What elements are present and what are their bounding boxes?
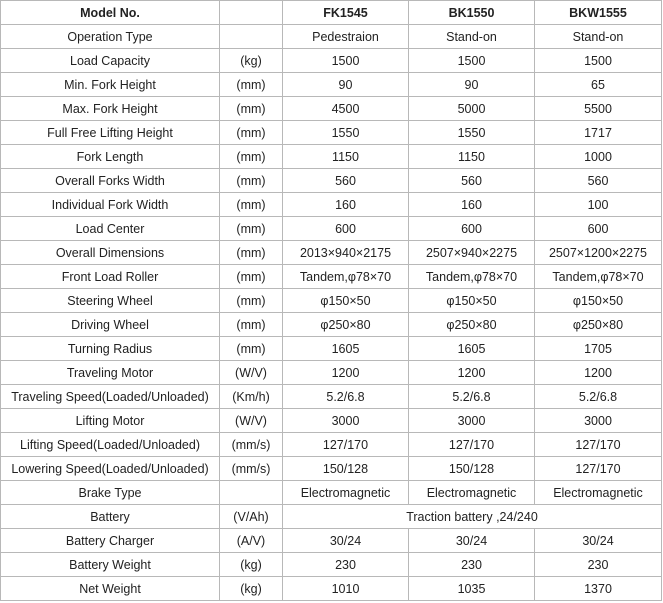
row-value-fk1545: Electromagnetic <box>283 481 409 505</box>
row-value-bk1550: 230 <box>409 553 535 577</box>
table-header-row <box>1 1 662 25</box>
row-value-fk1545: 1605 <box>283 337 409 361</box>
table-row <box>1 385 662 409</box>
header-model-fk1545: FK1545 <box>283 1 409 25</box>
row-unit: (mm) <box>220 97 283 121</box>
row-label: Steering Wheel <box>1 289 220 313</box>
row-value-bkw1555: φ150×50 <box>535 289 662 313</box>
table-row <box>1 217 662 241</box>
row-unit: (mm) <box>220 217 283 241</box>
row-value-bkw1555: Stand-on <box>535 25 662 49</box>
row-value-fk1545: 1200 <box>283 361 409 385</box>
row-value-bk1550: 127/170 <box>409 433 535 457</box>
row-value-bkw1555: 2507×1200×2275 <box>535 241 662 265</box>
row-value-fk1545: 160 <box>283 193 409 217</box>
table-row <box>1 73 662 97</box>
table-row <box>1 433 662 457</box>
row-unit: (mm/s) <box>220 457 283 481</box>
row-value-bk1550: 1500 <box>409 49 535 73</box>
table-row <box>1 265 662 289</box>
row-value-fk1545: 30/24 <box>283 529 409 553</box>
header-label: Model No. <box>1 1 220 25</box>
row-value-bkw1555: 1500 <box>535 49 662 73</box>
row-value-fk1545: 600 <box>283 217 409 241</box>
row-value-bkw1555: 1200 <box>535 361 662 385</box>
row-value-fk1545: 150/128 <box>283 457 409 481</box>
header-model-bkw1555: BKW1555 <box>535 1 662 25</box>
header-unit <box>220 1 283 25</box>
row-label: Min. Fork Height <box>1 73 220 97</box>
row-label: Lifting Speed(Loaded/Unloaded) <box>1 433 220 457</box>
row-label: Front Load Roller <box>1 265 220 289</box>
row-value-fk1545: 1550 <box>283 121 409 145</box>
row-label: Load Center <box>1 217 220 241</box>
row-unit: (mm) <box>220 145 283 169</box>
row-label: Overall Dimensions <box>1 241 220 265</box>
row-value-fk1545: 2013×940×2175 <box>283 241 409 265</box>
table-row <box>1 313 662 337</box>
table-row <box>1 241 662 265</box>
row-value-fk1545: Tandem,φ78×70 <box>283 265 409 289</box>
row-unit: (mm) <box>220 289 283 313</box>
row-value-bk1550: 600 <box>409 217 535 241</box>
table-row <box>1 97 662 121</box>
row-value-fk1545: 5.2/6.8 <box>283 385 409 409</box>
row-value-bkw1555: 230 <box>535 553 662 577</box>
row-value-bk1550: 1550 <box>409 121 535 145</box>
row-unit: (kg) <box>220 577 283 601</box>
row-label: Traveling Speed(Loaded/Unloaded) <box>1 385 220 409</box>
row-label: Traveling Motor <box>1 361 220 385</box>
row-value-bkw1555: 100 <box>535 193 662 217</box>
row-value-fk1545: 1500 <box>283 49 409 73</box>
table-row <box>1 145 662 169</box>
row-label: Turning Radius <box>1 337 220 361</box>
row-value-bkw1555: Electromagnetic <box>535 481 662 505</box>
row-value-bk1550: 30/24 <box>409 529 535 553</box>
table-row <box>1 577 662 601</box>
row-value-bkw1555: 1705 <box>535 337 662 361</box>
row-value-fk1545: φ250×80 <box>283 313 409 337</box>
row-label: Net Weight <box>1 577 220 601</box>
row-value-fk1545: 127/170 <box>283 433 409 457</box>
table-row <box>1 409 662 433</box>
row-label: Brake Type <box>1 481 220 505</box>
row-label: Battery <box>1 505 220 529</box>
row-label: Driving Wheel <box>1 313 220 337</box>
row-label: Battery Charger <box>1 529 220 553</box>
row-value-bkw1555: 127/170 <box>535 433 662 457</box>
row-value-bk1550: 1035 <box>409 577 535 601</box>
row-label: Lowering Speed(Loaded/Unloaded) <box>1 457 220 481</box>
spec-table-body <box>1 1 662 601</box>
row-value-bk1550: 1150 <box>409 145 535 169</box>
table-row <box>1 457 662 481</box>
row-value-bk1550: Tandem,φ78×70 <box>409 265 535 289</box>
row-label: Full Free Lifting Height <box>1 121 220 145</box>
row-unit: (mm) <box>220 169 283 193</box>
row-label: Operation Type <box>1 25 220 49</box>
row-value-bk1550: φ150×50 <box>409 289 535 313</box>
table-row <box>1 337 662 361</box>
row-unit <box>220 25 283 49</box>
row-label: Battery Weight <box>1 553 220 577</box>
row-value-merged: Traction battery ,24/240 <box>283 505 662 529</box>
row-value-bkw1555: Tandem,φ78×70 <box>535 265 662 289</box>
row-value-bk1550: 1200 <box>409 361 535 385</box>
row-value-bk1550: 560 <box>409 169 535 193</box>
table-row <box>1 169 662 193</box>
row-label: Lifting Motor <box>1 409 220 433</box>
row-value-bkw1555: 5500 <box>535 97 662 121</box>
row-unit: (V/Ah) <box>220 505 283 529</box>
row-value-bk1550: 160 <box>409 193 535 217</box>
row-value-bk1550: Electromagnetic <box>409 481 535 505</box>
row-unit: (W/V) <box>220 361 283 385</box>
row-unit: (W/V) <box>220 409 283 433</box>
row-unit: (kg) <box>220 553 283 577</box>
header-model-bk1550: BK1550 <box>409 1 535 25</box>
row-value-bkw1555: 5.2/6.8 <box>535 385 662 409</box>
row-unit: (A/V) <box>220 529 283 553</box>
row-unit: (kg) <box>220 49 283 73</box>
row-label: Overall Forks Width <box>1 169 220 193</box>
row-value-bk1550: 2507×940×2275 <box>409 241 535 265</box>
row-label: Fork Length <box>1 145 220 169</box>
table-row <box>1 361 662 385</box>
row-value-bk1550: 1605 <box>409 337 535 361</box>
row-value-bkw1555: 127/170 <box>535 457 662 481</box>
row-value-bkw1555: 1000 <box>535 145 662 169</box>
row-unit: (mm) <box>220 313 283 337</box>
table-row <box>1 481 662 505</box>
row-label: Load Capacity <box>1 49 220 73</box>
table-row <box>1 289 662 313</box>
row-value-bkw1555: 30/24 <box>535 529 662 553</box>
table-row <box>1 505 662 529</box>
row-value-bk1550: 90 <box>409 73 535 97</box>
row-value-bk1550: Stand-on <box>409 25 535 49</box>
row-value-fk1545: 560 <box>283 169 409 193</box>
row-unit <box>220 481 283 505</box>
table-row <box>1 121 662 145</box>
row-value-fk1545: 1010 <box>283 577 409 601</box>
row-value-bkw1555: φ250×80 <box>535 313 662 337</box>
row-value-bkw1555: 65 <box>535 73 662 97</box>
row-unit: (mm) <box>220 73 283 97</box>
row-value-bk1550: φ250×80 <box>409 313 535 337</box>
row-label: Individual Fork Width <box>1 193 220 217</box>
row-unit: (mm) <box>220 121 283 145</box>
row-unit: (mm) <box>220 265 283 289</box>
row-value-fk1545: 230 <box>283 553 409 577</box>
row-value-bk1550: 5.2/6.8 <box>409 385 535 409</box>
row-value-fk1545: Pedestraion <box>283 25 409 49</box>
table-row <box>1 193 662 217</box>
row-unit: (mm) <box>220 337 283 361</box>
row-value-bkw1555: 3000 <box>535 409 662 433</box>
row-label: Max. Fork Height <box>1 97 220 121</box>
row-value-fk1545: φ150×50 <box>283 289 409 313</box>
row-value-bkw1555: 600 <box>535 217 662 241</box>
row-value-fk1545: 1150 <box>283 145 409 169</box>
row-value-fk1545: 3000 <box>283 409 409 433</box>
table-row <box>1 529 662 553</box>
row-value-bk1550: 150/128 <box>409 457 535 481</box>
row-value-bk1550: 5000 <box>409 97 535 121</box>
row-unit: (mm/s) <box>220 433 283 457</box>
table-row <box>1 49 662 73</box>
table-row <box>1 25 662 49</box>
row-value-bkw1555: 1370 <box>535 577 662 601</box>
row-unit: (Km/h) <box>220 385 283 409</box>
row-value-fk1545: 4500 <box>283 97 409 121</box>
row-value-fk1545: 90 <box>283 73 409 97</box>
table-row <box>1 553 662 577</box>
row-unit: (mm) <box>220 193 283 217</box>
row-value-bkw1555: 560 <box>535 169 662 193</box>
row-value-bkw1555: 1717 <box>535 121 662 145</box>
row-unit: (mm) <box>220 241 283 265</box>
row-value-bk1550: 3000 <box>409 409 535 433</box>
